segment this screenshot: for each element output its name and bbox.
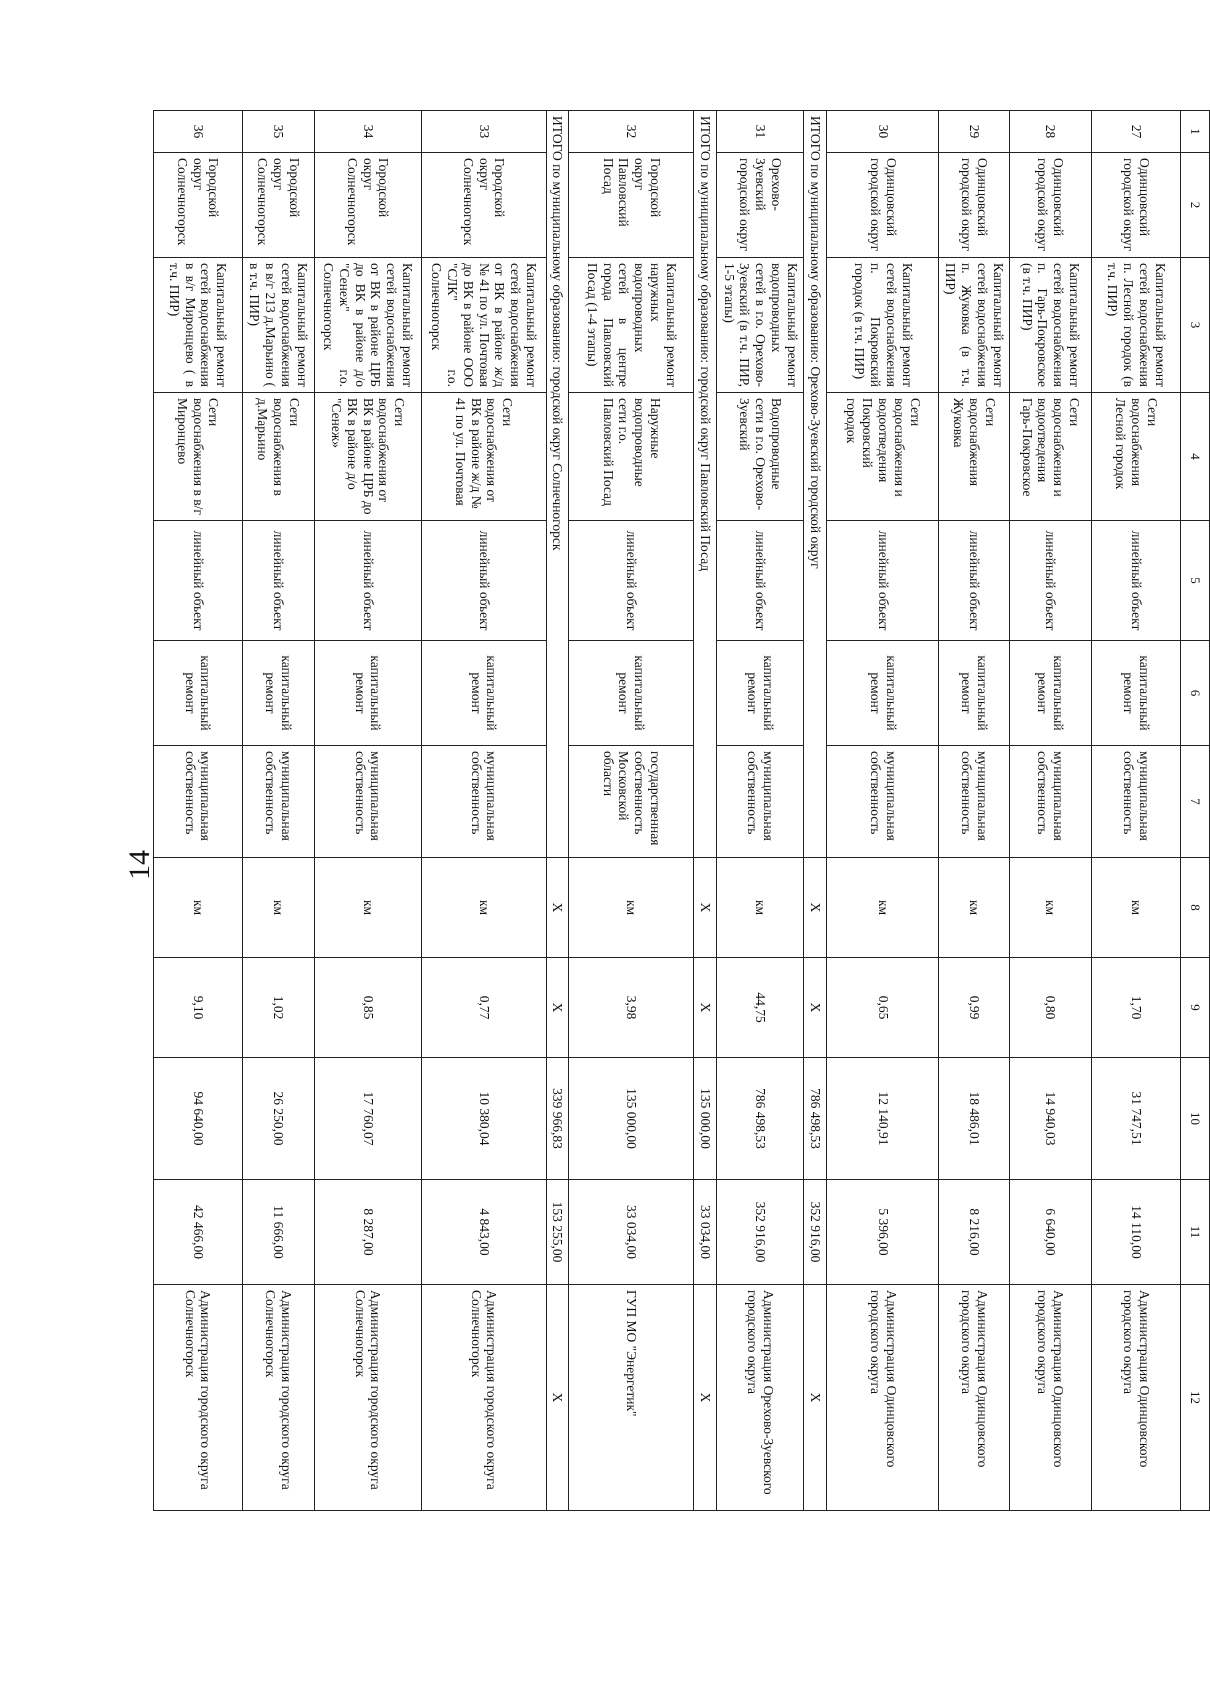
table-cell: Администрация Одинцовского городского округа: [1092, 1285, 1181, 1511]
subtotal-label: ИТОГО по муниципальному образованию: Орехово-Зуевский городской округ: [804, 111, 827, 858]
table-cell: 0,85: [314, 958, 421, 1058]
column-number: 1: [1181, 111, 1210, 153]
table-cell: 0,65: [827, 958, 939, 1058]
table-cell: Капитальный ремонт сетей водоснабжения от ВК в районе ж/д № 41 по ул. Почтовая до ВК в районе ООО "СЛК" г.о. Солнечногорск: [421, 258, 546, 393]
table-cell: Капитальный ремонт сетей водоснабжения в в/г 213 д.Марьино ( в т.ч. ПИР): [242, 258, 314, 393]
table-cell: линейный объект: [1010, 521, 1092, 641]
table-row: [939, 111, 1010, 1511]
table-cell: Администрация городского округа Солнечногорск: [314, 1285, 421, 1511]
subtotal-cell: Х: [804, 958, 827, 1058]
subtotal-cell: Х: [546, 1285, 569, 1511]
column-number: 7: [1181, 746, 1210, 858]
table-cell: км: [939, 858, 1010, 958]
table-cell: км: [1010, 858, 1092, 958]
works-table: [153, 110, 1210, 1511]
table-cell: 352 916,00: [717, 1180, 804, 1285]
table-cell: Сети водоснабжения и водоотведения Покровский городок: [827, 393, 939, 521]
column-number: 9: [1181, 958, 1210, 1058]
table-cell: 0,77: [421, 958, 546, 1058]
table-cell: 29: [939, 111, 1010, 153]
table-cell: Администрация Одинцовского городского округа: [1010, 1285, 1092, 1511]
table-cell: Городской округ Солнечногорск: [421, 153, 546, 258]
table-cell: Сети водоснабжения от ВК в районе ЦРБ до ВК в районе д/о "Сенеж»: [314, 393, 421, 521]
table-cell: капитальный ремонт: [717, 641, 804, 746]
table-cell: муниципальная собственность: [827, 746, 939, 858]
table-cell: капитальный ремонт: [242, 641, 314, 746]
table-cell: 1,70: [1092, 958, 1181, 1058]
table-cell: км: [569, 858, 694, 958]
table-cell: Сети водоснабжения Жуковка: [939, 393, 1010, 521]
column-number: 3: [1181, 258, 1210, 393]
subtotal-cell: Х: [694, 858, 717, 958]
table-cell: Капитальный ремонт наружных водопроводных сетей в центре города Павловский Посад (1-4 этапы): [569, 258, 694, 393]
table-cell: км: [153, 858, 242, 958]
table-cell: Сети водоснабжения Лесной городок: [1092, 393, 1181, 521]
table-cell: Городской округ Солнечногорск: [314, 153, 421, 258]
table-cell: линейный объект: [569, 521, 694, 641]
table-cell: Администрация городского округа Солнечногорск: [153, 1285, 242, 1511]
table-cell: 94 640,00: [153, 1058, 242, 1180]
table-cell: 11 666,00: [242, 1180, 314, 1285]
subtotal-cell: Х: [546, 858, 569, 958]
table-cell: капитальный ремонт: [939, 641, 1010, 746]
table-cell: капитальный ремонт: [827, 641, 939, 746]
table-cell: Одинцовский городской округ: [939, 153, 1010, 258]
column-number: 4: [1181, 393, 1210, 521]
table-cell: Администрация городского округа Солнечногорск: [242, 1285, 314, 1511]
subtotal-label: ИТОГО по муниципальному образованию: городской округ Павловский Посад: [694, 111, 717, 858]
table-row: [1010, 111, 1092, 1511]
table-cell: линейный объект: [153, 521, 242, 641]
table-row: [569, 111, 694, 1511]
table-cell: государственная собственность Московской области: [569, 746, 694, 858]
table-cell: км: [827, 858, 939, 958]
table-row: [1092, 111, 1181, 1511]
table-cell: 18 486,01: [939, 1058, 1010, 1180]
table-cell: 35: [242, 111, 314, 153]
table-cell: Сети водоснабжения в д.Марьино: [242, 393, 314, 521]
subtotal-cell: Х: [694, 1285, 717, 1511]
table-cell: 1,02: [242, 958, 314, 1058]
table-cell: капитальный ремонт: [1010, 641, 1092, 746]
table-row: [827, 111, 939, 1511]
table-cell: линейный объект: [939, 521, 1010, 641]
subtotal-row: [694, 111, 717, 1511]
subtotal-label: ИТОГО по муниципальному образованию: городской округ Солнечногорск: [546, 111, 569, 858]
column-number: 2: [1181, 153, 1210, 258]
table-cell: 0,80: [1010, 958, 1092, 1058]
table-cell: 9,10: [153, 958, 242, 1058]
subtotal-cell: 135 000,00: [694, 1058, 717, 1180]
table-cell: 17 760,07: [314, 1058, 421, 1180]
table-cell: Администрация Одинцовского городского округа: [827, 1285, 939, 1511]
subtotal-cell: Х: [804, 1285, 827, 1511]
table-cell: 14 940,03: [1010, 1058, 1092, 1180]
table-cell: капитальный ремонт: [421, 641, 546, 746]
table-row: [717, 111, 804, 1511]
table-cell: муниципальная собственность: [717, 746, 804, 858]
table-cell: капитальный ремонт: [314, 641, 421, 746]
table-cell: муниципальная собственность: [242, 746, 314, 858]
subtotal-cell: Х: [804, 858, 827, 958]
table-cell: Городской округ Павловский Посад: [569, 153, 694, 258]
table-cell: 6 640,00: [1010, 1180, 1092, 1285]
table-cell: Капитальный ремонт сетей водоснабжения п. Покровский городок (в т.ч. ПИР): [827, 258, 939, 393]
table-cell: 30: [827, 111, 939, 153]
subtotal-cell: 339 966,83: [546, 1058, 569, 1180]
column-number: 10: [1181, 1058, 1210, 1180]
table-cell: 786 498,53: [717, 1058, 804, 1180]
table-cell: 31: [717, 111, 804, 153]
table-cell: 32: [569, 111, 694, 153]
table-cell: муниципальная собственность: [421, 746, 546, 858]
table-cell: Сети водоснабжения и водоотведения Гарь-Покровское: [1010, 393, 1092, 521]
table-cell: Сети водоснабжения в в/г Миронцево: [153, 393, 242, 521]
table-cell: Городской округ Солнечногорск: [153, 153, 242, 258]
table-cell: Капитальный ремонт сетей водоснабжения п. Жуковка (в т.ч. ПИР): [939, 258, 1010, 393]
subtotal-cell: 786 498,53: [804, 1058, 827, 1180]
table-cell: линейный объект: [314, 521, 421, 641]
table-cell: 26 250,00: [242, 1058, 314, 1180]
table-cell: 3,98: [569, 958, 694, 1058]
subtotal-cell: 33 034,00: [694, 1180, 717, 1285]
table-cell: Наружные водопроводные сети г.о. Павловский Посад: [569, 393, 694, 521]
table-cell: 36: [153, 111, 242, 153]
table-cell: ГУП МО "Энергетик": [569, 1285, 694, 1511]
table-cell: Водопроводные сети в г.о. Орехово-Зуевский: [717, 393, 804, 521]
table-cell: капитальный ремонт: [153, 641, 242, 746]
table-cell: линейный объект: [1092, 521, 1181, 641]
table-cell: км: [717, 858, 804, 958]
table-cell: км: [242, 858, 314, 958]
table-cell: 8 216,00: [939, 1180, 1010, 1285]
table-cell: Капитальный ремонт сетей водоснабжения п. Лесной городок (в т.ч. ПИР): [1092, 258, 1181, 393]
column-number: 11: [1181, 1180, 1210, 1285]
table-cell: Капитальный ремонт сетей водоснабжения от ВК в районе ЦРБ до ВК в районе д/о "Сенеж" г.о. Солнечногорск: [314, 258, 421, 393]
column-number: 5: [1181, 521, 1210, 641]
column-number-row: [1181, 111, 1210, 1511]
subtotal-row: [804, 111, 827, 1511]
subtotal-cell: Х: [546, 958, 569, 1058]
table-cell: линейный объект: [717, 521, 804, 641]
table-cell: 14 110,00: [1092, 1180, 1181, 1285]
table-cell: муниципальная собственность: [314, 746, 421, 858]
subtotal-row: [546, 111, 569, 1511]
table-cell: капитальный ремонт: [569, 641, 694, 746]
table-cell: 42 466,00: [153, 1180, 242, 1285]
table-cell: км: [1092, 858, 1181, 958]
rotated-table-wrapper: [160, 110, 1210, 1510]
table-cell: 4 843,00: [421, 1180, 546, 1285]
table-cell: км: [421, 858, 546, 958]
table-cell: 28: [1010, 111, 1092, 153]
table-cell: Одинцовский городской округ: [827, 153, 939, 258]
table-cell: Одинцовский городской округ: [1092, 153, 1181, 258]
table-cell: 33 034,00: [569, 1180, 694, 1285]
table-cell: Администрация городского округа Солнечногорск: [421, 1285, 546, 1511]
table-cell: линейный объект: [827, 521, 939, 641]
table-cell: капитальный ремонт: [1092, 641, 1181, 746]
table-cell: Капитальный ремонт водопроводных сетей в г.о. Орехово-Зуевский (в т.ч. ПИР, 1-5 этапы): [717, 258, 804, 393]
table-cell: Сети водоснабжения от ВК в районе ж/д № 41 по ул. Почтовая: [421, 393, 546, 521]
table-cell: 27: [1092, 111, 1181, 153]
table-cell: 12 140,91: [827, 1058, 939, 1180]
table-cell: Капитальный ремонт сетей водоснабжения п. Гарь-Покровское (в т.ч. ПИР): [1010, 258, 1092, 393]
table-cell: 5 396,00: [827, 1180, 939, 1285]
table-cell: 0,99: [939, 958, 1010, 1058]
table-cell: Администрация Орехово-Зуевского городского округа: [717, 1285, 804, 1511]
table-cell: муниципальная собственность: [1010, 746, 1092, 858]
table-cell: линейный объект: [421, 521, 546, 641]
table-cell: 33: [421, 111, 546, 153]
table-cell: 31 747,51: [1092, 1058, 1181, 1180]
table-cell: 135 000,00: [569, 1058, 694, 1180]
table-row: [242, 111, 314, 1511]
subtotal-cell: Х: [694, 958, 717, 1058]
table-body: [153, 111, 1209, 1511]
table-row: [153, 111, 242, 1511]
table-cell: муниципальная собственность: [153, 746, 242, 858]
table-cell: Городской округ Солнечногорск: [242, 153, 314, 258]
table-row: [314, 111, 421, 1511]
page-number: 14: [123, 850, 156, 880]
table-cell: 34: [314, 111, 421, 153]
table-cell: линейный объект: [242, 521, 314, 641]
table-cell: муниципальная собственность: [939, 746, 1010, 858]
table-cell: Одинцовский городской округ: [1010, 153, 1092, 258]
column-number: 8: [1181, 858, 1210, 958]
table-cell: Капитальный ремонт сетей водоснабжения в в/г Миронцево ( в т.ч. ПИР): [153, 258, 242, 393]
table-cell: Орехово-Зуевский городской округ: [717, 153, 804, 258]
table-row: [421, 111, 546, 1511]
subtotal-cell: 352 916,00: [804, 1180, 827, 1285]
table-cell: муниципальная собственность: [1092, 746, 1181, 858]
column-number: 12: [1181, 1285, 1210, 1511]
table-cell: 10 380,04: [421, 1058, 546, 1180]
column-number: 6: [1181, 641, 1210, 746]
table-cell: 8 287,00: [314, 1180, 421, 1285]
subtotal-cell: 153 255,00: [546, 1180, 569, 1285]
table-cell: км: [314, 858, 421, 958]
table-cell: 44,75: [717, 958, 804, 1058]
table-cell: Администрация Одинцовского городского округа: [939, 1285, 1010, 1511]
